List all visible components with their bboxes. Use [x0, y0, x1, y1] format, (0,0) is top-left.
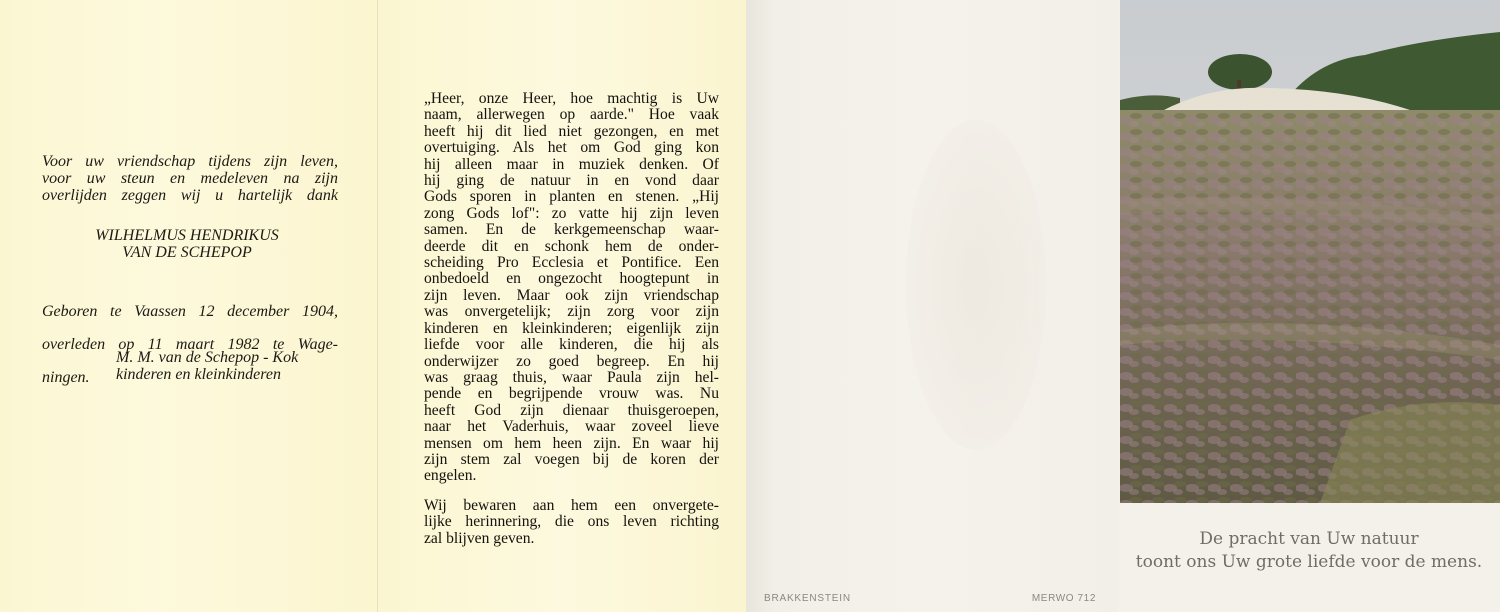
publisher-label: BRAKKENSTEIN	[764, 593, 851, 604]
text-line: lijke herinnering, die ons leven richting	[424, 513, 719, 531]
text-line: zong Gods lof": zo vatte hij zijn leven	[424, 204, 719, 222]
text-line: was graag thuis, waar Paula zijn hel-	[424, 368, 719, 386]
text-line: onbedoeld en ongezocht hoogtepunt in	[424, 270, 719, 288]
paragraph-1	[424, 91, 719, 485]
birth-line: Geboren te Vaassen 12 december 1904,	[42, 303, 338, 320]
text-line: heeft hij dit lied niet gezongen, en met	[424, 122, 719, 140]
paragraph-2	[424, 498, 719, 547]
product-code: MERWO 712	[1031, 593, 1096, 604]
name-line: VAN DE SCHEPOP	[122, 244, 252, 261]
back-panel	[746, 0, 1118, 612]
birth-death-text	[42, 287, 338, 402]
caption-line: De pracht van Uw natuur	[1199, 529, 1419, 549]
text-line: was onvergetelijk; zijn zorg voor zijn	[424, 303, 719, 321]
text-line: liefde voor alle kinderen, die hij als	[424, 336, 719, 354]
text-line: zijn leven. Maar ook zijn vriendschap	[424, 286, 719, 304]
text-line: scheiding Pro Ecclesia et Pontifice. Een	[424, 254, 719, 272]
text-line: mensen om hem heen zijn. En waar hij	[424, 434, 719, 452]
text-line: zal blijven geven.	[424, 529, 535, 547]
text-line: hij ging de natuur in en vond daar	[424, 172, 719, 190]
birth-line: overleden op 11 maart 1982 te Wage-	[42, 336, 338, 353]
text-line: naar het Vaderhuis, waar zoveel lieve	[424, 418, 719, 436]
text-line: „Heer, onze Heer, hoe machtig is Uw	[424, 90, 719, 107]
text-line: kinderen en kleinkinderen; eigenlijk zijn	[424, 319, 719, 337]
family-signature	[116, 349, 346, 383]
thanks-text	[42, 153, 338, 204]
thanks-line: voor uw steun en medeleven na zijn	[42, 170, 338, 187]
memorial-text	[424, 91, 719, 547]
photo-caption	[1118, 528, 1500, 574]
birth-line: ningen.	[42, 369, 90, 386]
text-line: overtuiging. Als het om God ging kon	[424, 139, 719, 157]
memorial-text-panel	[378, 0, 746, 612]
text-line: Wij bewaren aan hem een onvergete-	[424, 496, 719, 514]
text-line: deerde dit en schonk hem de onder-	[424, 237, 719, 255]
text-line: heeft God zijn dienaar thuisgeroepen,	[424, 401, 719, 419]
caption-line: toont ons Uw grote liefde voor de mens.	[1135, 552, 1483, 572]
name-line: WILHELMUS HENDRIKUS	[95, 227, 279, 244]
heathland-photo	[1120, 0, 1500, 503]
text-line: engelen.	[424, 467, 477, 485]
thanks-panel	[0, 0, 378, 612]
text-line: naam, allerwegen op aarde." Hoe vaak	[424, 106, 719, 124]
deceased-name	[42, 227, 332, 261]
thanks-line: overlijden zeggen wij u hartelijk dank	[42, 187, 338, 204]
text-line: Gods sporen in planten en stenen. „Hij	[424, 188, 719, 206]
text-line: samen. En de kerkgemeenschap waar-	[424, 221, 719, 239]
thanks-line: Voor uw vriendschap tijdens zijn leven,	[42, 153, 338, 170]
text-line: zijn stem zal voegen bij de koren der	[424, 450, 719, 468]
text-line: hij alleen maar in muziek denken. Of	[424, 155, 719, 173]
family-line: M. M. van de Schepop - Kok	[116, 349, 299, 366]
text-line: pende en begrijpende vrouw was. Nu	[424, 385, 719, 403]
text-line: onderwijzer zo goed begreep. En hij	[424, 352, 719, 370]
family-line: kinderen en kleinkinderen	[116, 366, 281, 383]
photo-panel	[1118, 0, 1500, 612]
embossed-mark	[906, 120, 1046, 450]
